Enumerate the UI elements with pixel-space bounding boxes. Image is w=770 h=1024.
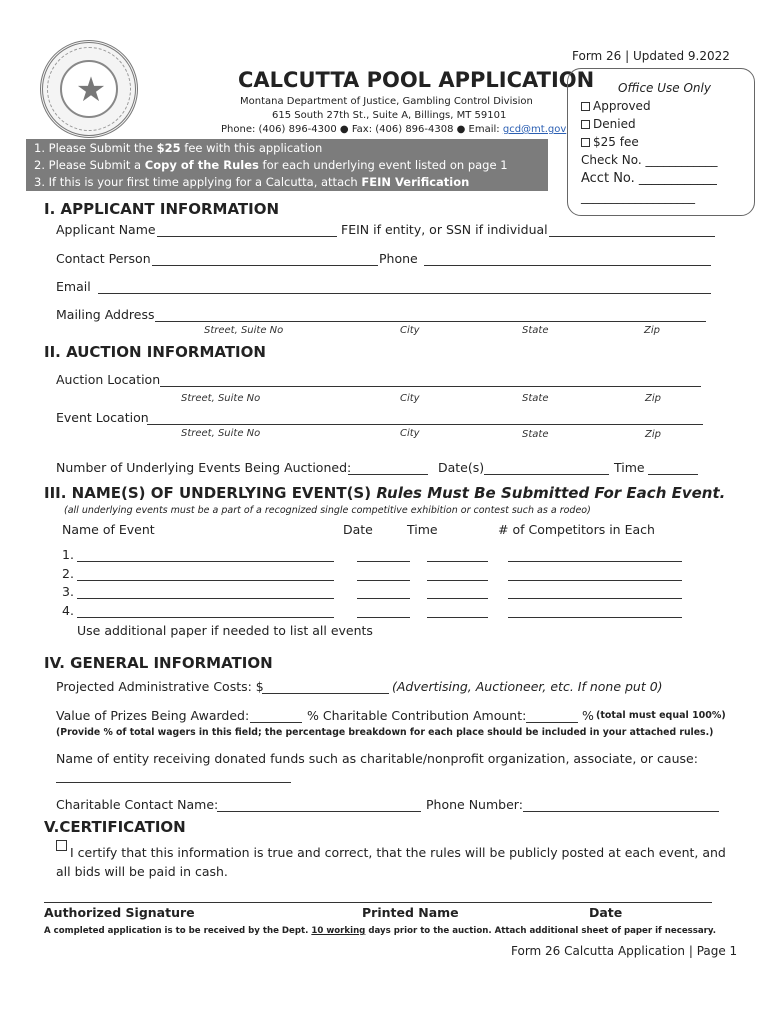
- denied-checkbox[interactable]: [581, 120, 590, 129]
- event-row-number: 3.: [62, 584, 74, 599]
- certify-text-2: all bids will be paid in cash.: [56, 864, 228, 879]
- events-note: (all underlying events must be a part of a recognized single competitive exhibition or contest such as a rodeo): [64, 505, 591, 516]
- phone-number-label: Phone Number:: [426, 797, 523, 812]
- form-title: CALCUTTA POOL APPLICATION: [238, 68, 595, 92]
- phone-label: Phone: [379, 251, 418, 266]
- event-date-field-3[interactable]: [357, 598, 410, 599]
- auction-zip-hint: Zip: [645, 393, 661, 404]
- approved-label: Approved: [593, 99, 651, 113]
- authorized-signature-label: Authorized Signature: [44, 905, 195, 920]
- approved-checkbox[interactable]: [581, 102, 590, 111]
- applicant-name-field[interactable]: [157, 236, 337, 237]
- event-location-field[interactable]: [147, 424, 703, 425]
- agency-contact: [221, 124, 566, 135]
- city-hint: City: [400, 325, 420, 336]
- state-hint: State: [522, 325, 549, 336]
- agency-address: 615 South 27th St., Suite A, Billings, MT 59101: [272, 110, 507, 121]
- event-city-hint: City: [400, 428, 420, 439]
- event-row-number: 1.: [62, 547, 74, 562]
- entity-label: Name of entity receiving donated funds such as charitable/nonprofit organization, associate, or cause:: [56, 751, 698, 766]
- event-time-field-4[interactable]: [427, 617, 488, 618]
- event-state-hint: State: [522, 429, 549, 440]
- fein-field[interactable]: [549, 236, 715, 237]
- total-note: (total must equal 100%): [596, 710, 726, 721]
- instructions-banner: [26, 139, 548, 191]
- event-name-field-2[interactable]: [77, 580, 334, 581]
- col-date: Date: [343, 522, 373, 537]
- certify-text-1: I certify that this information is true and correct, that the rules will be publicly posted at each event, and: [70, 845, 726, 860]
- auction-location-label: Auction Location: [56, 372, 161, 387]
- agency-name: Montana Department of Justice, Gambling Control Division: [240, 96, 533, 107]
- instruction-1: 1. Please Submit the $25 fee with this application: [34, 141, 323, 155]
- state-seal: [40, 40, 138, 138]
- section-1-heading: I. APPLICANT INFORMATION: [44, 200, 280, 218]
- event-row-number: 2.: [62, 566, 74, 581]
- section-4-heading: IV. GENERAL INFORMATION: [44, 654, 273, 672]
- charitable-contact-label: Charitable Contact Name:: [56, 797, 219, 812]
- section-2-heading: II. AUCTION INFORMATION: [44, 343, 266, 361]
- charitable-label: % Charitable Contribution Amount:: [307, 708, 527, 723]
- signature-line[interactable]: [44, 902, 712, 903]
- phone-number-field[interactable]: [523, 811, 719, 812]
- section-5-heading: V.CERTIFICATION: [44, 818, 186, 836]
- charitable-contact-field[interactable]: [217, 811, 421, 812]
- email-field[interactable]: [98, 293, 711, 294]
- num-events-label: Number of Underlying Events Being Auctioned:: [56, 460, 352, 475]
- section-3-rules-note: Rules Must Be Submitted For Each Event.: [376, 484, 726, 502]
- num-events-field[interactable]: [348, 474, 428, 475]
- mailing-address-label: Mailing Address: [56, 307, 155, 322]
- check-number-field[interactable]: Check No. ____________: [581, 153, 718, 167]
- time-field[interactable]: [648, 474, 698, 475]
- event-time-field-3[interactable]: [427, 598, 488, 599]
- auction-street-hint: Street, Suite No: [181, 393, 261, 404]
- section-3-heading: III. NAME(S) OF UNDERLYING EVENT(S) Rules Must Be Submitted For Each Event.: [44, 484, 726, 502]
- date-label: Date: [589, 905, 623, 920]
- fee-label: $25 fee: [593, 135, 639, 149]
- event-competitors-field-1[interactable]: [508, 561, 682, 562]
- street-hint: Street, Suite No: [204, 325, 284, 336]
- star-icon: ★: [75, 70, 107, 110]
- contact-person-field[interactable]: [152, 265, 378, 266]
- percent-sign: %: [582, 708, 594, 723]
- event-date-field-2[interactable]: [357, 580, 410, 581]
- office-use-title: Office Use Only: [618, 81, 711, 95]
- certify-checkbox[interactable]: [56, 840, 67, 851]
- email-label: Email: [56, 279, 91, 294]
- event-time-field-2[interactable]: [427, 580, 488, 581]
- page-footer: Form 26 Calcutta Application | Page 1: [511, 944, 738, 958]
- prizes-field[interactable]: [250, 722, 302, 723]
- dates-label: Date(s): [438, 460, 485, 475]
- event-location-label: Event Location: [56, 410, 149, 425]
- instruction-2: 2. Please Submit a Copy of the Rules for each underlying event listed on page 1: [34, 158, 508, 172]
- auction-location-field[interactable]: [160, 386, 701, 387]
- auction-state-hint: State: [522, 393, 549, 404]
- dates-field[interactable]: [484, 474, 609, 475]
- entity-field[interactable]: [56, 782, 291, 783]
- auction-city-hint: City: [400, 393, 420, 404]
- fein-label: FEIN if entity, or SSN if individual: [341, 222, 548, 237]
- event-date-field-4[interactable]: [357, 617, 410, 618]
- footer-note: A completed application is to be received by the Dept. 10 working days prior to the auction. Attach additional sheet of paper if necessary.: [44, 926, 716, 936]
- time-label: Time: [614, 460, 645, 475]
- event-name-field-3[interactable]: [77, 598, 334, 599]
- office-blank-line[interactable]: ___________________: [581, 190, 695, 204]
- acct-number-field[interactable]: Acct No. ____________: [581, 171, 717, 186]
- event-competitors-field-4[interactable]: [508, 617, 682, 618]
- printed-name-label: Printed Name: [362, 905, 459, 920]
- applicant-name-label: Applicant Name: [56, 222, 156, 237]
- contact-person-label: Contact Person: [56, 251, 151, 266]
- zip-hint: Zip: [644, 325, 660, 336]
- denied-label: Denied: [593, 117, 636, 131]
- seal-center: [60, 60, 118, 118]
- prizes-label: Value of Prizes Being Awarded:: [56, 708, 250, 723]
- event-name-field-4[interactable]: [77, 617, 334, 618]
- event-competitors-field-2[interactable]: [508, 580, 682, 581]
- event-zip-hint: Zip: [645, 429, 661, 440]
- fee-checkbox[interactable]: [581, 138, 590, 147]
- admin-costs-note: (Advertising, Auctioneer, etc. If none put 0): [392, 679, 663, 694]
- event-time-field-1[interactable]: [427, 561, 488, 562]
- event-date-field-1[interactable]: [357, 561, 410, 562]
- contact-text: Phone: (406) 896-4300 ● Fax: (406) 896-4308 ● Email:: [221, 124, 503, 135]
- event-row-number: 4.: [62, 603, 74, 618]
- additional-paper-note: Use additional paper if needed to list all events: [77, 623, 373, 638]
- email-link[interactable]: gcd@mt.gov: [502, 124, 567, 135]
- event-competitors-field-3[interactable]: [508, 598, 682, 599]
- admin-costs-label: Projected Administrative Costs: $: [56, 679, 264, 694]
- col-time: Time: [407, 522, 438, 537]
- charitable-field[interactable]: [526, 722, 578, 723]
- instruction-3: 3. If this is your first time applying for a Calcutta, attach FEIN Verification: [34, 175, 470, 189]
- provide-note: (Provide % of total wagers in this field; the percentage breakdown for each place should be included in your attached rules.): [56, 727, 714, 738]
- mailing-address-field[interactable]: [155, 321, 706, 322]
- admin-costs-field[interactable]: [262, 693, 389, 694]
- form-id: Form 26 | Updated 9.2022: [572, 49, 730, 63]
- col-competitors: # of Competitors in Each: [498, 522, 655, 537]
- event-street-hint: Street, Suite No: [181, 428, 261, 439]
- phone-field[interactable]: [424, 265, 711, 266]
- event-name-field-1[interactable]: [77, 561, 334, 562]
- col-name-of-event: Name of Event: [62, 522, 155, 537]
